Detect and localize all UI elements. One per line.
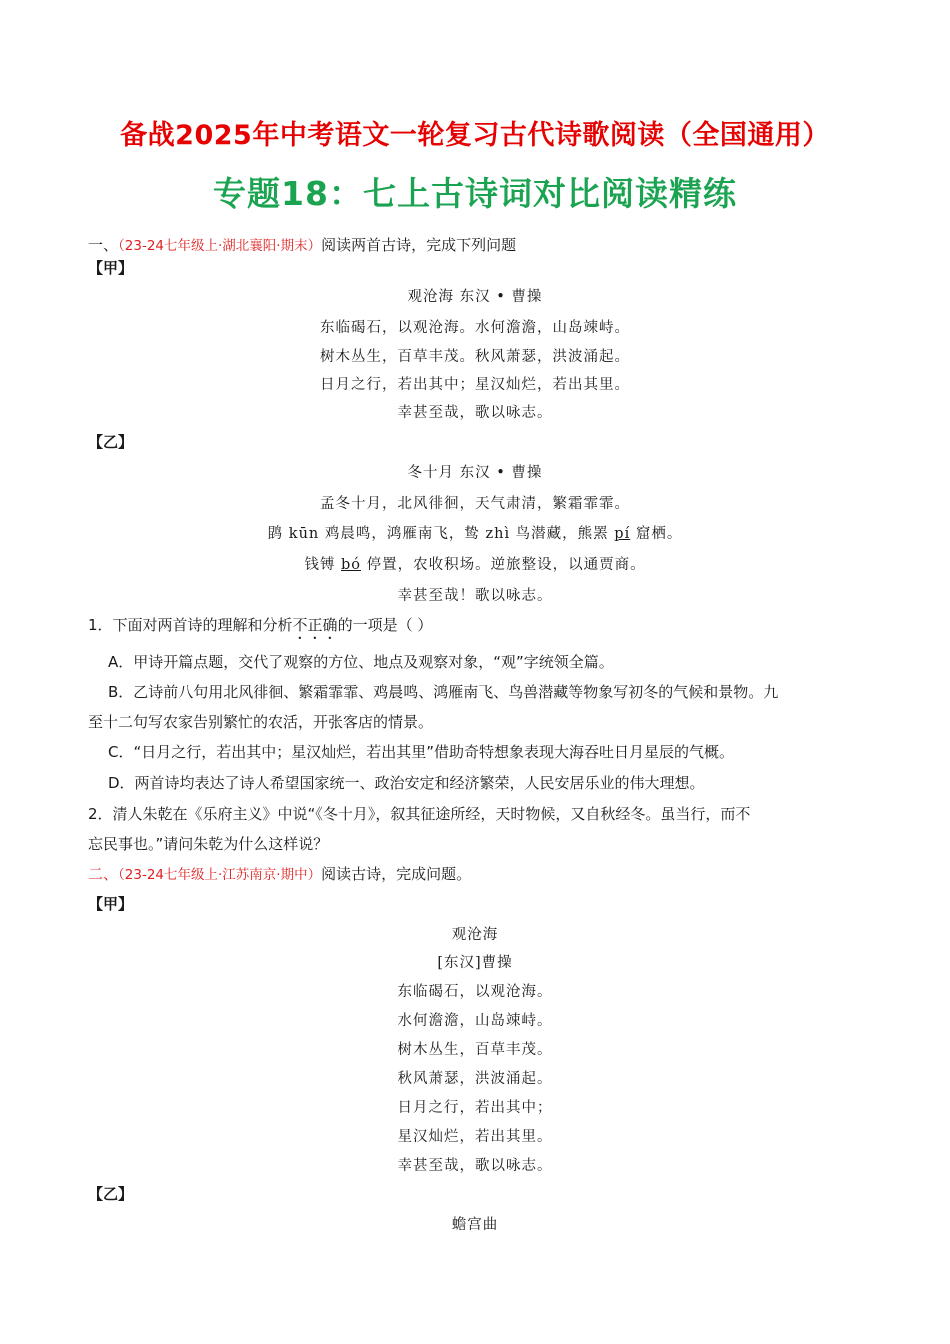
poem-yi-line <box>0 553 950 574</box>
section2-poem-line: 日月之行，若出其中； <box>397 1100 553 1116</box>
section2-poem-line: 树木丛生，百草丰茂。 <box>397 1042 553 1058</box>
poem-jia-title: 观沧海 东汉 • 曹操 <box>407 289 543 305</box>
poem-yi-line2-part: 鹍 kūn 鸡晨鸣，鸿雁南飞，鸷 zhì 鸟潜藏，熊罴 <box>267 526 615 542</box>
section1-source: （23-24七年级上·湖北襄阳·期末） <box>118 238 322 254</box>
section2-poem-title: 观沧海 <box>451 927 499 943</box>
poem-jia-line: 东临碣石，以观沧海。水何澹澹，山岛竦峙。 <box>320 320 630 336</box>
poem-yi-line3-part: 钱镈 <box>304 557 341 573</box>
section2-poem-line: 幸甚至哉，歌以咏志。 <box>397 1158 553 1174</box>
poem-yi-line2-part: 窟栖。 <box>630 526 683 542</box>
section2-number: 二、 <box>88 865 119 883</box>
question1-option-d: D．两首诗均表达了诗人希望国家统一、政治安定和经济繁荣，人民安居乐业的伟大理想。 <box>108 774 705 792</box>
section2-label-yi: 【乙】 <box>88 1185 134 1203</box>
section2-heading <box>88 863 878 884</box>
section2-poem-author: [东汉]曹操 <box>437 955 513 971</box>
poem-jia-line: 树木丛生，百草丰茂。秋风萧瑟，洪波涌起。 <box>320 349 630 365</box>
emphasized-text: 不正确 <box>292 616 338 634</box>
question1-option-a: A．甲诗开篇点题，交代了观察的方位、地点及观察对象，“观”字统领全篇。 <box>108 653 614 671</box>
poem-yi-line <box>0 522 950 543</box>
poem-yi-line: 幸甚至哉！歌以咏志。 <box>397 588 553 604</box>
section2-poem-line: 星汉灿烂，若出其里。 <box>397 1129 553 1145</box>
pinyin-underlined: bó <box>340 557 361 573</box>
poem-yi-line: 孟冬十月，北风徘徊，天气肃清，繁霜霏霏。 <box>320 496 630 512</box>
section1-instruction: 阅读两首古诗，完成下列问题 <box>321 236 517 254</box>
section2-poem2-title: 蟾宫曲 <box>451 1217 499 1233</box>
section2-poem-line: 水何澹澹，山岛竦峙。 <box>397 1013 553 1029</box>
question1-stem-part: 的一项是（ ） <box>337 616 433 634</box>
section1-number: 一、 <box>88 236 119 254</box>
question1-option-b: B．乙诗前八句用北风徘徊、繁霜霏霏、鸡晨鸣、鸿雁南飞、鸟兽潜藏等物象写初冬的气候和景物。九 <box>108 683 779 701</box>
question2-line2: 忘民事也。”请问朱乾为什么这样说？ <box>88 835 329 853</box>
question1-option-b-cont: 至十二句写农家告别繁忙的农活，开张客店的情景。 <box>88 713 434 731</box>
question1-stem <box>88 614 878 643</box>
pinyin-underlined: pí <box>614 526 631 542</box>
poem-yi-title: 冬十月 东汉 • 曹操 <box>407 465 543 481</box>
document-title-line1: 备战2025年中考语文一轮复习古代诗歌阅读（全国通用） <box>120 120 830 151</box>
question1-stem-part: 1．下面对两首诗的理解和分析 <box>88 616 293 634</box>
poem-yi-line3-part: 停置，农收积场。逆旅整设，以通贾商。 <box>361 557 646 573</box>
section1-label-jia: 【甲】 <box>88 259 134 277</box>
section2-poem-line: 东临碣石，以观沧海。 <box>397 984 553 1000</box>
question2-line1: 2．清人朱乾在《乐府主义》中说“《冬十月》，叙其征途所经，天时物候，又自秋经冬。虽当行，而不 <box>88 805 751 823</box>
section1-heading <box>88 234 878 255</box>
question1-option-c: C．“日月之行，若出其中；星汉灿烂，若出其里”借助奇特想象表现大海吞吐日月星辰的气概。 <box>108 743 735 761</box>
section2-poem-line: 秋风萧瑟，洪波涌起。 <box>397 1071 553 1087</box>
poem-jia-line: 幸甚至哉，歌以咏志。 <box>397 405 553 421</box>
poem-jia-line: 日月之行，若出其中；星汉灿烂，若出其里。 <box>320 377 630 393</box>
section1-label-yi: 【乙】 <box>88 433 134 451</box>
section2-instruction: 阅读古诗，完成问题。 <box>321 865 472 883</box>
section2-source: （23-24七年级上·江苏南京·期中） <box>118 867 322 883</box>
document-title-line2: 专题18：七上古诗词对比阅读精练 <box>213 174 737 213</box>
section2-label-jia: 【甲】 <box>88 895 134 913</box>
